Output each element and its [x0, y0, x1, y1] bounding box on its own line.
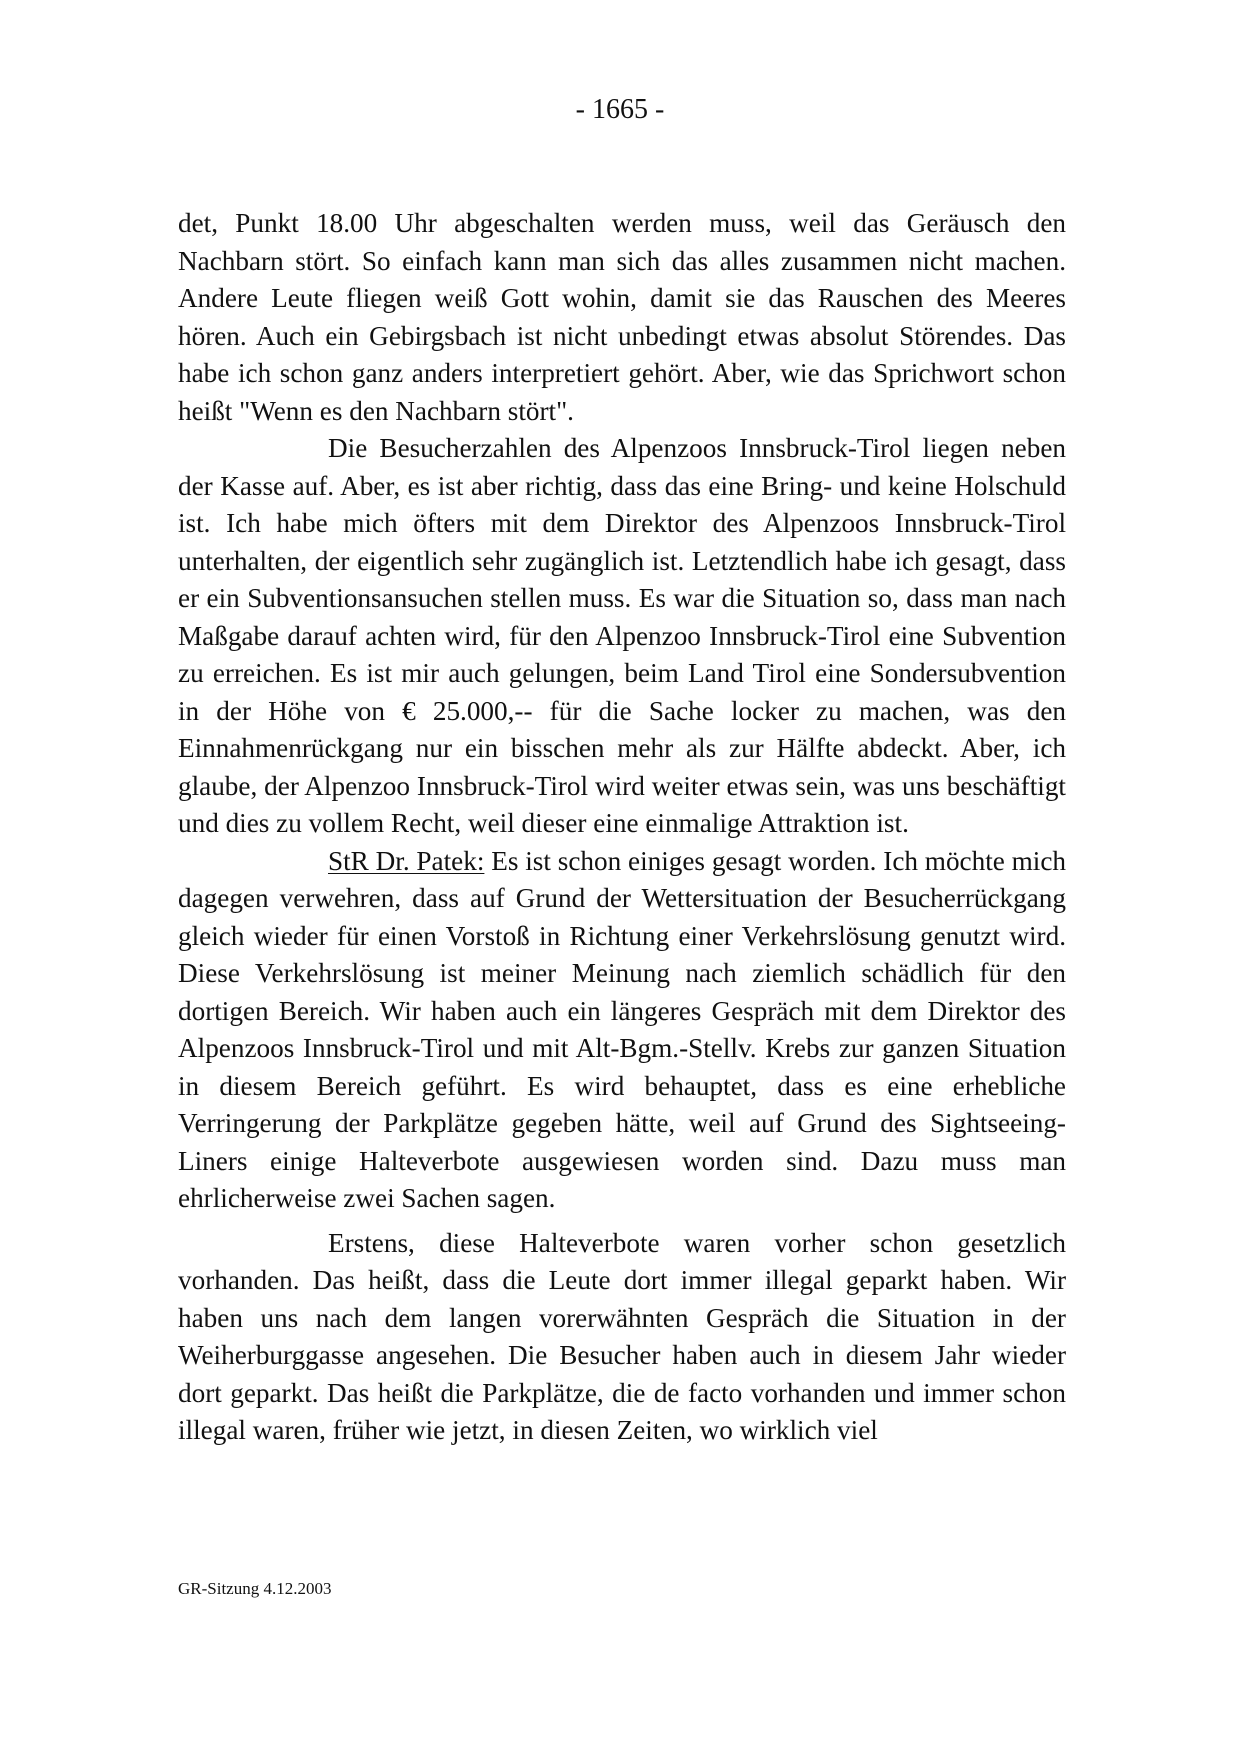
speaker-name: StR Dr. Patek: — [328, 845, 485, 876]
paragraph-parking: Erstens, diese Halteverbote waren vorher schon gesetzlich vorhanden. Das heißt, dass die Leute dort immer illegal geparkt haben. Wir haben uns nach dem langen vorerwähnten Gespräch die Situation in der Weiherburggasse angesehen. Die Besucher haben auch in diesem Jahr wieder dort geparkt. Das heißt die Parkplätze, die de facto vorhanden und immer schon illegal waren, früher wie jetzt, in diesen Zeiten, wo wirklich viel — [178, 1227, 1066, 1445]
paragraph-continuation: det, Punkt 18.00 Uhr abgeschalten werden muss, weil das Geräusch den Nachbarn stört. So einfach kann man sich das alles zusammen nicht machen. Andere Leute fliegen weiß Gott wohin, damit sie das Rauschen des Meeres hören. Auch ein Gebirgsbach ist nicht unbedingt etwas absolut Störendes. Das habe ich schon ganz anders interpretiert gehört. Aber, wie das Sprichwort schon heißt "Wenn es den Nachbarn stört". — [178, 208, 1066, 426]
body-text — [178, 205, 1066, 1450]
paragraph-patek-statement — [178, 843, 1066, 1218]
page-number: - 1665 - — [575, 94, 665, 125]
footer: GR-Sitzung 4.12.2003 — [178, 1579, 332, 1598]
paragraph-visitor-numbers: Die Besucherzahlen des Alpenzoos Innsbruck-Tirol liegen neben der Kasse auf. Aber, es ist aber richtig, dass das eine Bring- und keine Holschuld ist. Ich habe mich öfters mit dem Direktor des Alpenzoos Innsbruck-Tirol unterhalten, der eigentlich sehr zugänglich ist. Letztendlich habe ich gesagt, dass er ein Subventionsansuchen stellen muss. Es war die Situation so, dass man nach Maßgabe darauf achten wird, für den Alpenzoo Innsbruck-Tirol eine Subvention zu erreichen. Es ist mir auch gelungen, beim Land Tirol eine Sondersubvention in der Höhe von € 25.000,-- für die Sache locker zu machen, was den Einnahmenrückgang nur ein bisschen mehr als zur Hälfte abdeckt. Aber, ich glaube, der Alpenzoo Innsbruck-Tirol wird weiter etwas sein, was uns beschäftigt und dies zu vollem Recht, weil dieser eine einmalige Attraktion ist. — [178, 433, 1066, 838]
paragraph-text: Es ist schon einiges gesagt worden. Ich möchte mich dagegen verwehren, dass auf Grund der Wettersituation der Besucherrückgang gleich wieder für einen Vorstoß in Richtung einer Verkehrslösung genutzt wird. Diese Verkehrslösung ist meiner Meinung nach ziemlich schädlich für den dortigen Bereich. Wir haben auch ein längeres Gespräch mit dem Direktor des Alpenzoos Innsbruck-Tirol und mit Alt-Bgm.-Stellv. Krebs zur ganzen Situation in diesem Bereich geführt. Es wird behauptet, dass es eine erhebliche Verringerung der Parkplätze gegeben hätte, weil auf Grund des Sightseeing-Liners einige Halteverbote ausgewiesen worden sind. Dazu muss man ehrlicherweise zwei Sachen sagen. — [178, 845, 1067, 1213]
